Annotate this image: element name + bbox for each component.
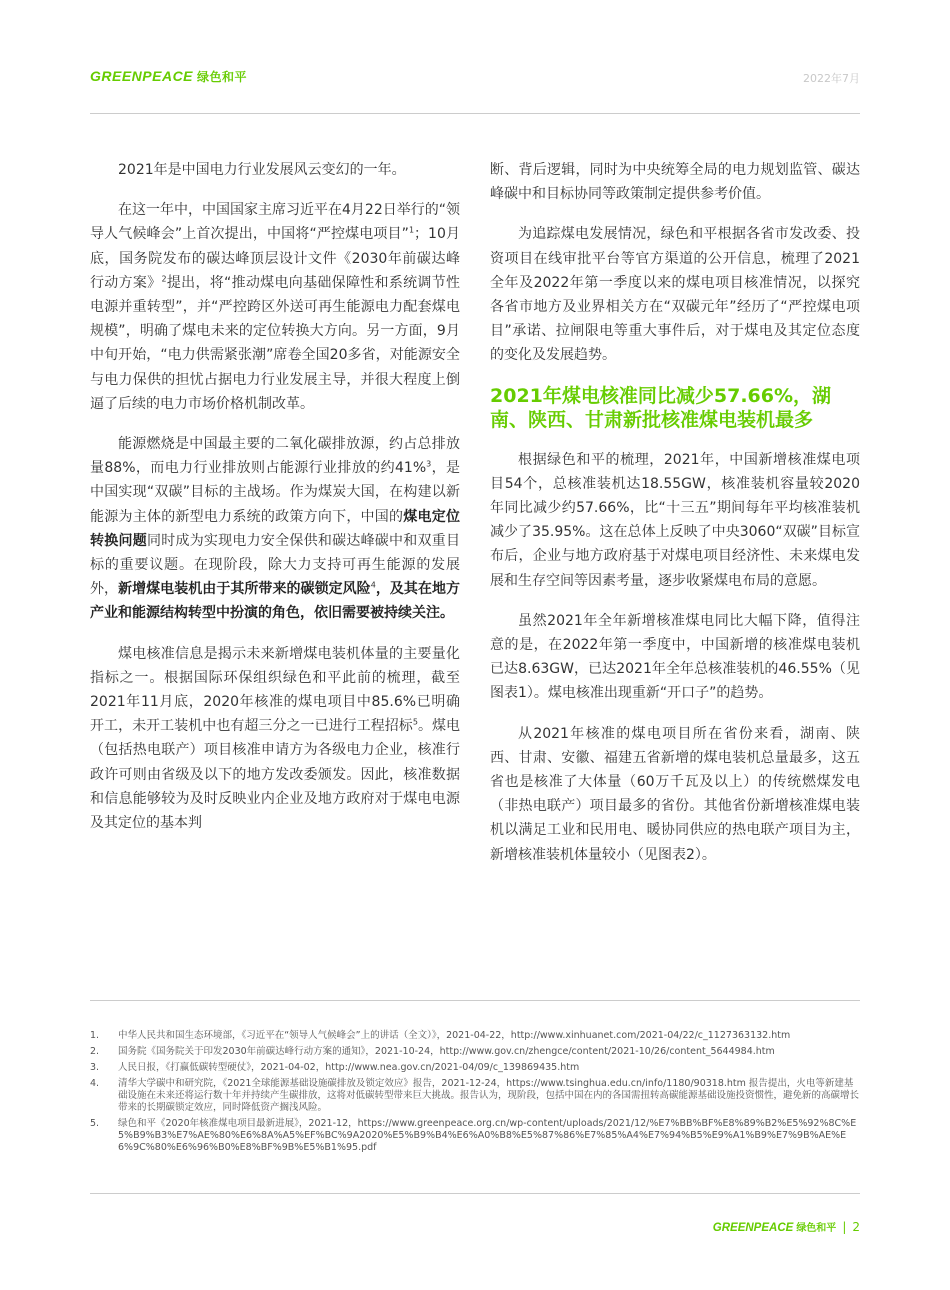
bold-new-coal-capacity: 新增煤电装机由于其所带来的碳锁定风险 — [118, 581, 371, 598]
right-paragraph-2: 根据绿色和平的梳理，2021年，中国新增核准煤电项目54个，总核准装机达18.55GW，核准装机容量较2020年同比减少约57.66%，比“十三五”期间每年平均核准装机减少了35.95%。这在总体上反映了中央3060“双碳”目标宣布后，企业与地方政府基于对煤电项目经济性、未来煤电发展和生存空间等因素考量，逐步收紧煤电布局的意愿。 — [490, 451, 860, 589]
footnote-item: 1. 中华人民共和国生态环境部，《习近平在“领导人气候峰会”上的讲话（全文）》，2021-04-22，http://www.xinhuanet.com/2021-04/22/c_1127363132.htm — [90, 1030, 791, 1041]
section-heading: 2021年煤电核准同比减少57.66%，湖南、陕西、甘肃新批核准煤电装机最多 — [490, 384, 832, 431]
footnote-ref-1: 1 — [408, 225, 415, 235]
left-column — [90, 158, 460, 851]
right-paragraph-3: 虽然2021年全年新增核准煤电同比大幅下降，值得注意的是，在2022年第一季度中，中国新增的核准煤电装机已达8.63GW，已达2021年全年总核准装机的46.55%（见图表1）。煤电核准出现重新“开口子”的趋势。 — [490, 612, 860, 702]
logo-en: GREENPEACE — [90, 68, 194, 84]
bold-role-attention: ，及其在地方产业和能源结构转型中扮演的角色，依旧需要被持续关注。 — [90, 581, 461, 622]
footnote-ref-4: 4 — [370, 580, 376, 590]
footer-separator: | — [842, 1220, 847, 1234]
footer-logo-en: GREENPEACE — [712, 1222, 794, 1234]
header-divider — [90, 113, 860, 114]
right-paragraph-4: 从2021年核准的煤电项目所在省份来看，湖南、陕西、甘肃、安徽、福建五省新增的煤电装机总量最多，这五省也是核准了大体量（60万千瓦及以上）的传统燃煤发电（非热电联产）项目最多的省份。其他省份新增核准煤电装机以满足工业和民用电、暖协同供应的热电联产项目为主，新增核准装机体量较小（见图表2）。 — [490, 725, 860, 863]
bold-coal-positioning: 煤电定位转换问题 — [90, 508, 461, 549]
page-footer — [713, 1219, 860, 1234]
greenpeace-logo — [90, 68, 247, 85]
footnote-divider — [90, 1000, 860, 1001]
footnotes — [90, 1030, 860, 1158]
right-paragraph-1: 为追踪煤电发展情况，绿色和平根据各省市发改委、投资项目在线审批平台等官方渠道的公开信息，梳理了2021全年及2022年第一季度以来的煤电项目核准情况，以探究各省市地方及业界相关方在“双碳元年”经历了“严控煤电项目”承诺、拉闸限电等重大事件后，对于煤电及其定位态度的变化及发展趋势。 — [490, 226, 860, 364]
footnote-ref-3: 3 — [426, 459, 432, 469]
footnote-ref-5: 5 — [412, 717, 418, 727]
footer-logo-cn: 绿色和平 — [796, 1223, 837, 1234]
footnote-item: 4. 清华大学碳中和研究院，《2021全球能源基础设施碳排放及锁定效应》报告，2021-12-24，https://www.tsinghua.edu.cn/info/1180/90318.htm 报告提出，火电等新建基础设施在未来还将运行数十年并持续产生碳排放，这将对低碳转型带来巨大挑战。报告认为，现阶段，包括中国在内的各国需扭转高碳能源基础设施投资惯性，避免新的高碳增长带来的长期碳锁定效应，同时降低资产搁浅风险。 — [90, 1078, 860, 1113]
page-number: 2 — [852, 1220, 860, 1234]
footer-divider — [90, 1193, 860, 1194]
logo-cn: 绿色和平 — [197, 70, 248, 84]
left-paragraph-2: 在这一年中，中国国家主席习近平在4月22日举行的“领导人气候峰会”上首次提出，中国将“严控煤电项目”$^1$；10月底，国务院发布的碳达峰顶层设计文件《2030年前碳达峰行动方案》$^2$提出，将“推动煤电向基础保障性和系统调节性电源并重转型”，并“严控跨区外送可再生能源电力配套煤电规模”，明确了煤电未来的定位转换大方向。另一方面，9月中旬开始，“电力供需紧张潮”席卷全国20多省，对能源安全与电力保供的担忧占据电力行业发展主导，并很大程度上倒逼了后续的电力市场价格机制改革。 — [90, 202, 461, 412]
left-paragraph-4: 煤电核准信息是揭示未来新增煤电装机体量的主要量化指标之一。根据国际环保组织绿色和平此前的梳理，截至2021年11月底，2020年核准的煤电项目中85.6%已明确开工，未开工装机中也有超三分之一已进行工程招标$^5$。煤电（包括热电联产）项目核准申请方为各级电力企业，核准行政许可则由省级及以下的地方发改委颁发。因此，核准数据和信息能够较为及时反映业内企业及地方政府对于煤电电源及其定位的基本判 — [90, 645, 461, 832]
footnote-item: 3. 人民日报，《打赢低碳转型硬仗》，2021-04-02，http://www.nea.gov.cn/2021-04/09/c_139869435.htm — [90, 1062, 580, 1073]
left-paragraph-3: 能源燃烧是中国最主要的二氧化碳排放源，约占总排放量88%，而电力行业排放则占能源行业排放的约41%$^3$，是中国实现“双碳”目标的主战场。作为煤炭大国，在构建以新能源为主体的新型电力系统的政策方向下，中国的煤电定位转换问题同时成为实现电力安全保供和碳达峰碳中和双重目标的重要议题。在现阶段，除大力支持可再生能源的发展外，新增煤电装机由于其所带来的碳锁定风险$^4$，及其在地方产业和能源结构转型中扮演的角色，依旧需要被持续关注。 — [90, 436, 461, 622]
page-header — [90, 62, 860, 92]
header-date: 2022年7月 — [803, 72, 860, 85]
footnote-item: 5. 绿色和平《2020年核准煤电项目最新进展》，2021-12，https://www.greenpeace.org.cn/wp-content/uploads/2021/12/%E7%BB%BF%E8%89%B2%E5%92%8C%E5%B9%B3%E7%AE%80%E6%8A%A5%EF%BC%9A2020%E5%B9%B4%E6%A0%B8%E5%87%86%E7%85%A4%E7%94%B5%E9%A1%B9%E7%9B%AE%E6%9C%80%E6%96%B0%E8%BF%9B%E5%B1%95.pdf — [90, 1118, 857, 1153]
right-column — [490, 158, 860, 883]
footnote-item: 2. 国务院《国务院关于印发2030年前碳达峰行动方案的通知》，2021-10-24，http://www.gov.cn/zhengce/content/2021-10/26/content_5644984.htm — [90, 1046, 775, 1057]
right-paragraph-continued: 断、背后逻辑，同时为中央统筹全局的电力规划监管、碳达峰碳中和目标协同等政策制定提供参考价值。 — [490, 162, 860, 203]
left-paragraph-1: 2021年是中国电力行业发展风云变幻的一年。 — [118, 162, 406, 178]
footnote-ref-2: 2 — [161, 274, 167, 284]
